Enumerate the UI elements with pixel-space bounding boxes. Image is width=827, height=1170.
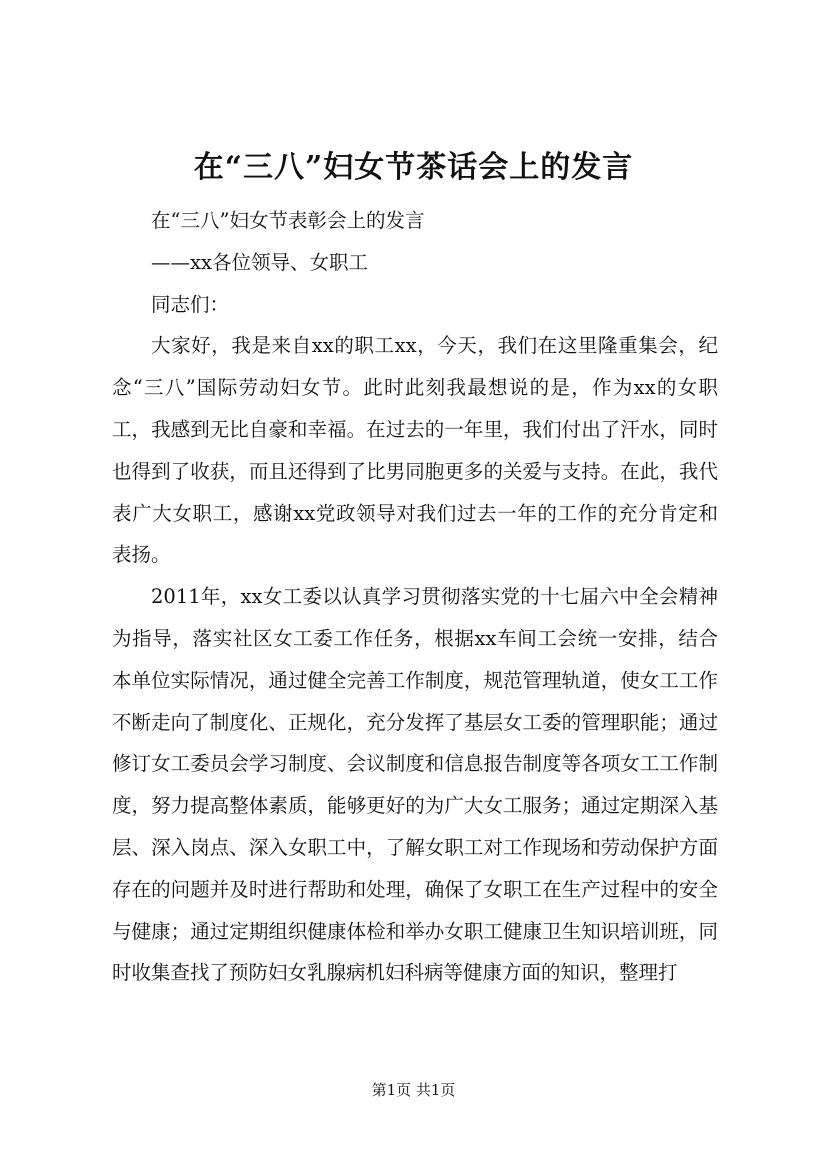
subtitle-line: 在“三八”妇女节表彰会上的发言 [151, 209, 425, 232]
document-body [112, 200, 718, 994]
page-number-footer: 第1页 共1页 [371, 1081, 456, 1099]
body-paragraph: 2011年，xx女工委以认真学习贯彻落实党的十七届六中全会精神为指导，落实社区女工委工作任务，根据xx车间工会统一安排，结合本单位实际情况，通过健全完善工作制度，规范管理轨道，使女工工作不断走向了制度化、正规化，充分发挥了基层女工委的管理职能；通过修订女工委员会学习制度、会议制度和信息报告制度等各项女工工作制度，努力提高整体素质，能够更好的为广大女工服务；通过定期深入基层、深入岗点、深入女职工中，了解女职工对工作现场和劳动保护方面存在的问题并及时进行帮助和处理，确保了女职工在生产过程中的安全与健康；通过定期组织健康体检和举办女职工健康卫生知识培训班，同时收集查找了预防妇女乳腺病机妇科病等健康方面的知识，整理打 [112, 585, 718, 985]
addressee-line: ——xx各位领导、女职工 [151, 250, 368, 274]
body-paragraph: 大家好，我是来自xx的职工xx，今天，我们在这里隆重集会，纪念“三八”国际劳动妇女节。此时此刻我最想说的是，作为xx的女职工，我感到无比自豪和幸福。在过去的一年里，我们付出了汗水，同时也得到了收获，而且还得到了比男同胞更多的关爱与支持。在此，我代表广大女职工，感谢xx党政领导对我们过去一年的工作的充分肯定和表扬。 [112, 334, 718, 567]
document-title: 在“三八”妇女节茶话会上的发言 [193, 150, 634, 185]
salutation-line: 同志们： [151, 292, 230, 316]
